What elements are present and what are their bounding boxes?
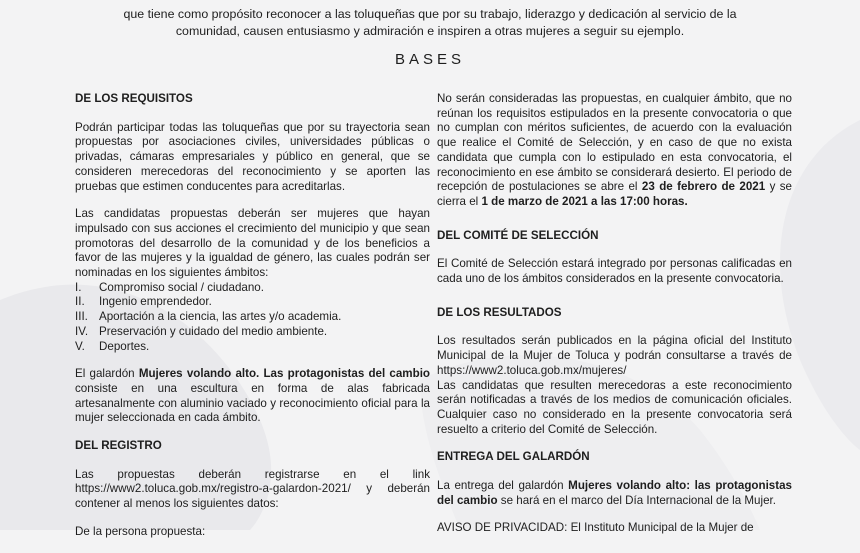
list-item: V. Deportes.: [75, 339, 150, 353]
entrega-title: ENTREGA DEL GALARDÓN: [437, 450, 590, 464]
close-date: 1 de marzo de 2021 a las 17:00 horas.: [481, 194, 688, 208]
list-item: III. Aportación a la ciencia, las artes y/o academia.: [75, 310, 342, 324]
registro-paragraph-1: Las propuestas deberán registrarse en el link https://www2.toluca.gob.mx/registro-a-galardon-2021/ y deberán contener al menos los siguientes datos:: [75, 467, 430, 511]
comite-paragraph: El Comité de Selección estará integrado por personas calificadas en cada uno de los ámbitos considerados en la presente convocatoria.: [437, 257, 792, 286]
award-name: Mujeres volando alto. Las protagonistas del cambio: [138, 367, 430, 381]
award-name: Mujeres volando alto: las protagonistas del cambio: [437, 479, 792, 507]
requisitos-paragraph-2: Las candidatas propuestas deberán ser mujeres que hayan impulsado con sus acciones el crecimiento del municipio y que sean promotoras del desarrollo de la comunidad y de los beneficios a favor de las mujeres y la igualdad de género, las cuales podrán ser nominadas en los siguientes ámbitos:: [75, 207, 430, 280]
intro-paragraph: que tiene como propósito reconocer a las toluqueñas que por su trabajo, liderazgo y dedicación al servicio de la comunidad, causen entusiasmo y admiración e inspiren a otras mujeres a seguir su ejemplo.: [123, 7, 737, 38]
list-item: IV. Preservación y cuidado del medio ambiente.: [75, 324, 328, 338]
ambitos-list: [75, 281, 430, 355]
registro-paragraph-2: De la persona propuesta:: [75, 524, 206, 538]
right-column: [437, 92, 792, 549]
consideracion-paragraph: No serán consideradas las propuestas, en cualquier ámbito, que no reúnan los requisitos estipulados en la presente convocatoria o que no cumplan con méritos suficientes, de acuerdo con la evaluación que realice el Comité de Selección, y en caso de que no exista candidata que cumpla con lo estipulado en esta convocatoria, el reconocimiento en ese ámbito se considerará desierto. El periodo de recepción de postulaciones se abre el 23 de febrero de 2021 y se cierra el 1 de marzo de 2021 a las 17:00 horas.: [437, 92, 792, 208]
requisitos-title: DE LOS REQUISITOS: [75, 92, 193, 105]
registro-title: DEL REGISTRO: [75, 439, 162, 453]
privacy-notice: AVISO DE PRIVACIDAD: El Instituto Municipal de la Mujer de: [437, 521, 754, 535]
open-date: 23 de febrero de 2021: [641, 180, 766, 194]
resultados-paragraph-1: Los resultados serán publicados en la página oficial del Instituto Municipal de la Mujer de Toluca y podrán consultarse a través de https://www2.toluca.gob.mx/mujeres/: [437, 334, 792, 377]
galardon-paragraph: El galardón Mujeres volando alto. Las protagonistas del cambio consiste en una escultura en forma de alas fabricada artesanalmente con aluminio vaciado y reconocimiento oficial para la mujer seleccionada en cada ámbito.: [75, 367, 430, 425]
resultados-paragraph-2: Las candidatas que resulten merecedoras a este reconocimiento serán notificadas a través de los medios de comunicación oficiales. Cualquier caso no considerado en la presente convocatoria será resuelto a criterio del Comité de Selección.: [437, 378, 792, 436]
left-column: [75, 92, 430, 553]
entrega-paragraph: La entrega del galardón Mujeres volando alto: las protagonistas del cambio se hará en el marco del Día Internacional de la Mujer.: [437, 479, 792, 507]
comite-title: DEL COMITÉ DE SELECCIÓN: [437, 228, 599, 242]
list-item: I. Compromiso social / ciudadano.: [75, 280, 264, 294]
resultados-title: DE LOS RESULTADOS: [437, 305, 562, 319]
list-item: II. Ingenio emprendedor.: [75, 295, 212, 309]
bases-heading: BASES: [394, 51, 466, 68]
requisitos-paragraph-1: Podrán participar todas las toluqueñas que por su trayectoria sean propuestas por asociaciones civiles, universidades públicas o privadas, cámaras empresariales y público en general, que se consideren merecedoras del reconocimiento y se aporten las pruebas que estimen conducentes para acreditarlas.: [75, 120, 430, 193]
